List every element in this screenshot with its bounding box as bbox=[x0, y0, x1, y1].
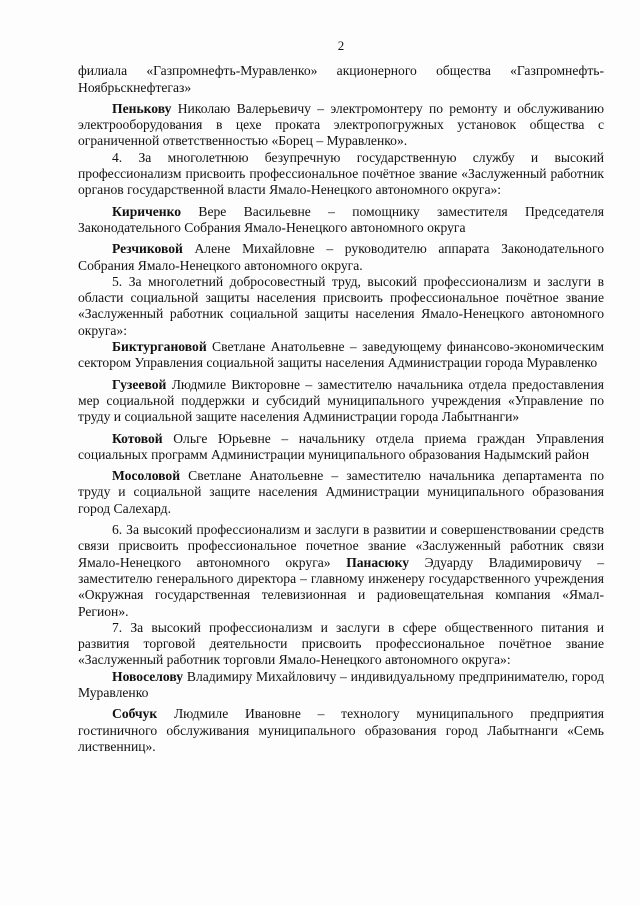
paragraph-text: Вере Васильевне – помощнику заместителя Председателя Законодательного Собрания Ямало-Ненецкого автономного округа bbox=[78, 203, 604, 235]
paragraph-text: Светлане Анатольевне – заместителю начальника департамента по труду и социальной защите населения Администрации муниципального образования город Салехард. bbox=[78, 468, 604, 516]
awardee-name: Собчук bbox=[112, 706, 158, 722]
awardee-name: Мосоловой bbox=[112, 468, 181, 484]
paragraph-6 bbox=[78, 274, 604, 339]
paragraph-text: Эдуарду Владимировичу – заместителю генерального директора – главному инженеру государственного учреждения «Окружная государственная телевизионная и радиовещательная компания «Ямал-Регион». bbox=[78, 554, 605, 619]
paragraph-7 bbox=[78, 339, 604, 372]
paragraph-text: 6. За высокий профессионализм и заслуги в развитии и совершенствовании средств связи присвоить профессиональное почетное звание «Заслуженный работник связи Ямало-Ненецкого автономного округа» bbox=[78, 522, 604, 570]
paragraph-14 bbox=[78, 706, 604, 755]
paragraph-text: Ольге Юрьевне – начальнику отдела приема граждан Управления социальных программ Администрации муниципального образования Надымский район bbox=[78, 430, 604, 462]
awardee-name: Панасюку bbox=[346, 554, 410, 570]
awardee-name: Гузеевой bbox=[112, 376, 167, 392]
paragraph-11 bbox=[78, 522, 604, 620]
paragraph-text: Владимиру Михайловичу – индивидуальному предпринимателю, город Муравленко bbox=[78, 668, 604, 700]
awardee-name: Резчиковой bbox=[112, 241, 183, 257]
paragraph-text: филиала «Газпромнефть-Муравленко» акционерного общества «Газпромнефть-Ноябрьскнефтегаз» bbox=[78, 63, 604, 95]
paragraph-5 bbox=[78, 241, 604, 274]
paragraph-13 bbox=[78, 669, 604, 702]
awardee-name: Котовой bbox=[112, 430, 163, 446]
paragraph-12 bbox=[78, 620, 604, 669]
paragraph-9 bbox=[78, 431, 604, 464]
paragraph-4 bbox=[78, 204, 604, 237]
paragraph-8 bbox=[78, 377, 604, 426]
paragraph-10 bbox=[78, 468, 604, 517]
paragraph-text: Светлане Анатольевне – заведующему финансово-экономическим сектором Управления социальной защиты населения Администрации города Муравленко bbox=[78, 339, 604, 371]
page-number: 2 bbox=[337, 38, 345, 53]
paragraph-2 bbox=[78, 101, 604, 150]
awardee-name: Биктургановой bbox=[112, 339, 207, 355]
paragraph-1 bbox=[78, 63, 604, 96]
paragraph-text: 4. За многолетнюю безупречную государственную службу и высокий профессионализм присвоить профессиональное почётное звание «Заслуженный работник органов государственной власти Ямало-Ненецкого автономного округа»: bbox=[78, 149, 604, 198]
paragraph-text: 5. За многолетний добросовестный труд, высокий профессионализм и заслуги в области социальной защиты населения присвоить профессиональное почётное звание «Заслуженный работник социальной защиты населения Ямало-Ненецкого автономного округа»: bbox=[78, 273, 604, 338]
awardee-name: Кириченко bbox=[112, 203, 182, 219]
paragraph-text: Николаю Валерьевичу – электромонтеру по ремонту и обслуживанию электрооборудования в цехе проката электропогружных установок общества с ограниченной ответственностью «Борец – Муравленко». bbox=[78, 100, 604, 149]
paragraph-text: Людмиле Викторовне – заместителю начальника отдела предоставления мер социальной поддержки и субсидий муниципального учреждения «Управление по труду и социальной защите населения Администрации города Лабытнанги» bbox=[78, 376, 604, 425]
paragraph-text: Людмиле Ивановне – технологу муниципального предприятия гостиничного обслуживания муниципального образования город Лабытнанги «Семь лиственниц». bbox=[78, 706, 604, 754]
paragraph-text: Алене Михайловне – руководителю аппарата Законодательного Собрания Ямало-Ненецкого автономного округа. bbox=[78, 241, 604, 273]
awardee-name: Пенькову bbox=[112, 100, 172, 116]
paragraph-text: 7. За высокий профессионализм и заслуги в сфере общественного питания и развития торговой деятельности присвоить профессиональное почётное звание «Заслуженный работник торговли Ямало-Ненецкого автономного округа»: bbox=[78, 619, 604, 668]
paragraph-3 bbox=[78, 150, 604, 199]
awardee-name: Новоселову bbox=[112, 668, 184, 684]
